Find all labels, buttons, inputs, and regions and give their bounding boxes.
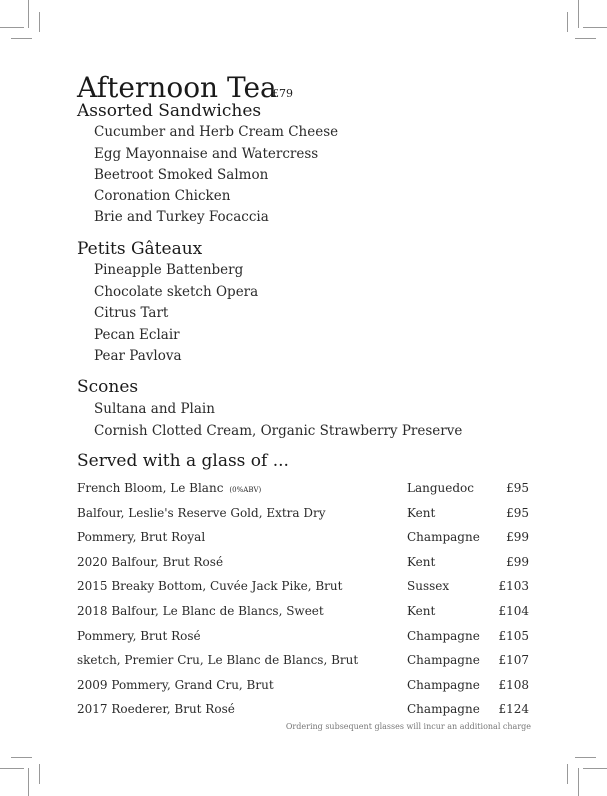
wine-name-text: Pommery, Brut Rosé xyxy=(77,628,201,643)
section-heading: Scones xyxy=(77,377,139,397)
wine-name-text: 2015 Breaky Bottom, Cuvée Jack Pike, Brut xyxy=(77,579,343,594)
menu-item: Pecan Eclair xyxy=(94,327,180,343)
crop-mark xyxy=(583,27,607,28)
crop-mark xyxy=(575,757,596,758)
menu-item: Chocolate sketch Opera xyxy=(94,284,259,300)
wine-price-text: £124 xyxy=(498,702,529,717)
wine-price-text: £95 xyxy=(506,505,529,520)
section-heading: Petits Gâteaux xyxy=(77,239,203,259)
crop-mark xyxy=(28,0,29,28)
wine-region-text: Champagne xyxy=(407,653,480,668)
wine-region xyxy=(407,507,435,519)
wine-name xyxy=(77,556,223,568)
page-title: Afternoon Tea xyxy=(77,71,277,104)
abv-note: (0%ABV) xyxy=(229,486,262,494)
wine-region-text: Kent xyxy=(407,604,436,618)
wine-region xyxy=(407,531,480,543)
wine-name xyxy=(77,679,274,691)
wine-price-text: £105 xyxy=(498,628,529,643)
menu-item: Pear Pavlova xyxy=(94,348,182,364)
section-heading: Assorted Sandwiches xyxy=(77,101,262,121)
wine-price xyxy=(498,679,529,691)
crop-mark xyxy=(0,768,24,769)
wine-region-text: Kent xyxy=(407,505,436,520)
crop-mark xyxy=(39,12,40,32)
wine-region xyxy=(407,654,480,666)
wine-name-text: French Bloom, Le Blanc xyxy=(77,481,224,495)
wine-region xyxy=(407,703,480,715)
wine-price-text: £108 xyxy=(498,677,529,692)
wine-name-text: 2017 Roederer, Brut Rosé xyxy=(77,702,235,717)
title-price: £79 xyxy=(272,87,293,100)
menu-item: Egg Mayonnaise and Watercress xyxy=(94,146,319,162)
wine-name xyxy=(77,654,358,666)
menu-item: Cornish Clotted Cream, Organic Strawberry Preserve xyxy=(94,423,463,439)
crop-mark xyxy=(11,38,32,39)
wine-region xyxy=(407,580,449,592)
wine-region-text: Kent xyxy=(407,554,436,569)
wine-name-text: 2020 Balfour, Brut Rosé xyxy=(77,554,224,569)
menu-item: Brie and Turkey Focaccia xyxy=(94,209,269,225)
crop-mark xyxy=(11,757,32,758)
wine-price xyxy=(506,507,529,519)
menu-item: Sultana and Plain xyxy=(94,401,215,417)
wine-region xyxy=(407,556,435,568)
crop-mark xyxy=(567,764,568,784)
wine-name-text: 2009 Pommery, Grand Cru, Brut xyxy=(77,677,274,692)
wine-region-text: Sussex xyxy=(407,579,450,594)
wine-region xyxy=(407,605,435,617)
menu-item: Pineapple Battenberg xyxy=(94,262,244,278)
wine-name-text: Pommery, Brut Royal xyxy=(77,530,206,545)
wine-price-text: £104 xyxy=(498,604,529,618)
wine-region xyxy=(407,482,474,494)
wine-name xyxy=(77,630,201,642)
wine-name xyxy=(77,507,326,519)
wine-name xyxy=(77,703,235,715)
crop-mark xyxy=(578,0,579,28)
wine-region-text: Champagne xyxy=(407,530,480,545)
wine-price xyxy=(498,703,529,715)
crop-mark xyxy=(28,768,29,796)
section-heading: Served with a glass of ... xyxy=(77,451,289,471)
wine-name xyxy=(77,531,205,543)
wine-region-text: Champagne xyxy=(407,677,480,692)
wine-price-text: £99 xyxy=(506,530,529,545)
menu-item: Cucumber and Herb Cream Cheese xyxy=(94,124,339,140)
footnote: Ordering subsequent glasses will incur an additional charge xyxy=(285,722,531,731)
wine-price xyxy=(506,556,529,568)
crop-mark xyxy=(583,768,607,769)
wine-region xyxy=(407,679,480,691)
wine-price xyxy=(498,630,529,642)
wine-name-text: 2018 Balfour, Le Blanc de Blancs, Sweet xyxy=(77,604,324,618)
menu-item: Coronation Chicken xyxy=(94,188,231,204)
wine-name-text: Balfour, Leslie's Reserve Gold, Extra Dry xyxy=(77,505,326,520)
crop-mark xyxy=(575,38,596,39)
wine-region-text: Languedoc xyxy=(407,481,474,495)
wine-region-text: Champagne xyxy=(407,702,480,717)
crop-mark xyxy=(567,12,568,32)
menu-item: Citrus Tart xyxy=(94,305,169,321)
wine-name xyxy=(77,580,342,592)
crop-mark xyxy=(0,27,24,28)
wine-name xyxy=(77,482,261,494)
wine-price xyxy=(498,580,529,592)
wine-price xyxy=(506,482,529,494)
wine-price-text: £107 xyxy=(498,653,529,668)
wine-name xyxy=(77,605,324,617)
wine-region-text: Champagne xyxy=(407,628,480,643)
wine-price-text: £103 xyxy=(498,579,529,594)
wine-price-text: £95 xyxy=(506,481,529,495)
menu-item: Beetroot Smoked Salmon xyxy=(94,167,269,183)
wine-price xyxy=(498,605,529,617)
wine-price-text: £99 xyxy=(506,554,529,569)
wine-region xyxy=(407,630,480,642)
crop-mark xyxy=(39,764,40,784)
wine-price xyxy=(506,531,529,543)
wine-price xyxy=(498,654,529,666)
wine-name-text: sketch, Premier Cru, Le Blanc de Blancs, Brut xyxy=(77,653,359,668)
crop-mark xyxy=(578,768,579,796)
